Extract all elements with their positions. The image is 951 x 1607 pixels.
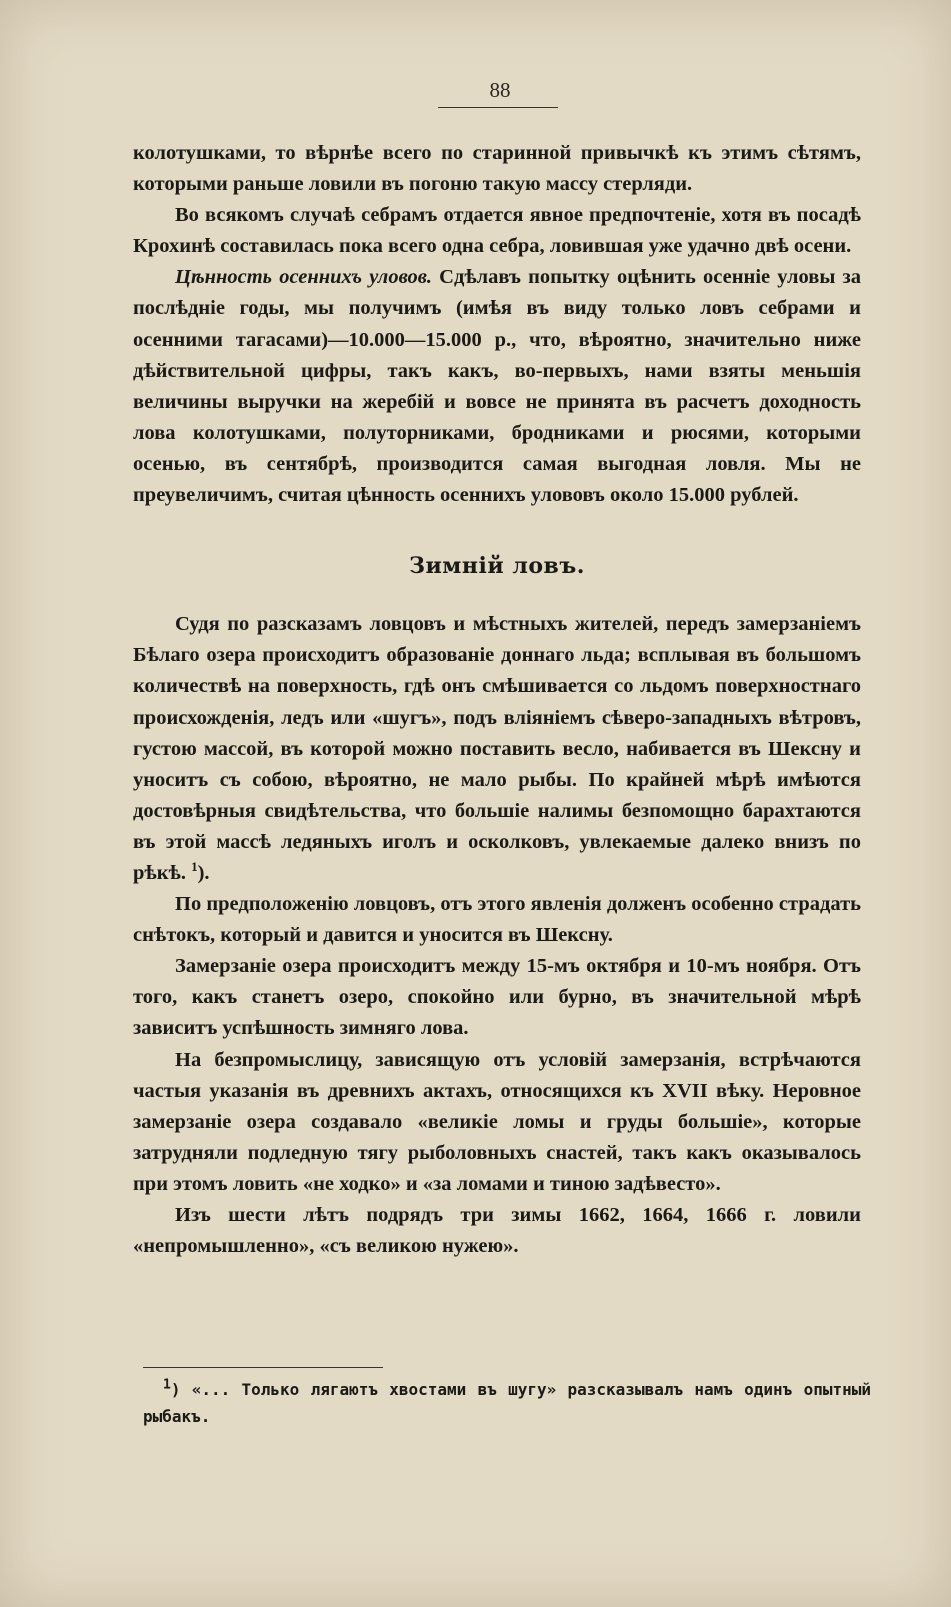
footnote-ref: 1 [191, 859, 198, 875]
footnote [143, 1376, 871, 1430]
paragraph-2: Во всякомъ случаѣ себрамъ отдается явное предпочтеніе, хотя въ посадѣ Крохинѣ составилась пока всего одна себра, ловившая уже удачно двѣ осени. [133, 204, 861, 258]
paragraph-4 [133, 609, 861, 889]
paragraph-3-lead: Цѣнность осеннихъ уловов. [175, 266, 432, 289]
paragraph-1: колотушками, то вѣрнѣе всего по старинной привычкѣ къ этимъ сѣтямъ, которыми раньше ловили въ погоню такую массу стерляди. [133, 142, 861, 196]
paragraph-3-body: Сдѣлавъ попытку оцѣнить осенніе уловы за послѣдніе годы, мы получимъ (имѣя въ виду только ловъ себрами и осенними тагасами)—10.000—15.000 р., что, вѣроятно, значительно ниже дѣйствительной цифры, такъ какъ, во-первыхъ, нами взяты меньшія величины выручки на жеребій и вовсе не принята въ расчетъ доходность лова колотушками, полуторниками, бродниками и рюсями, которыми осенью, въ сентябрѣ, производится самая выгодная ловля. Мы не преувеличимъ, считая цѣнность осеннихъ улововъ около 15.000 рублей. [133, 266, 861, 507]
page-number: 88 [489, 78, 511, 102]
paragraph-7: На безпромыслицу, зависящую отъ условій замерзанія, встрѣчаются частыя указанія въ древнихъ актахъ, относящихся къ XVII вѣку. Неровное замерзаніе озера создавало «великіе ломы и груды большіе», которые затрудняли подледную тягу рыболовныхъ снастей, такъ какъ оказывалось при этомъ ловить «не ходко» и «за ломами и тиною задѣвесто». [133, 1048, 861, 1195]
paragraph-3 [133, 262, 861, 511]
paragraph-4-end: ). [197, 861, 210, 884]
footnote-rule [143, 1367, 383, 1368]
header-rule [438, 107, 558, 108]
footnote-marker: 1 [163, 1377, 171, 1393]
paragraph-6: Замерзаніе озера происходитъ между 15-мъ октября и 10-мъ ноября. Отъ того, какъ станетъ озеро, спокойно или бурно, въ значительной мѣрѣ зависитъ успѣшность зимняго лова. [133, 955, 861, 1040]
paragraph-5: По предположенію ловцовъ, отъ этого явленія долженъ особенно страдать снѣтокъ, который и давится и уносится въ Шексну. [133, 893, 861, 947]
footnote-marker-paren: ) [170, 1380, 181, 1399]
paragraph-4-body: Судя по разсказамъ ловцовъ и мѣстныхъ жителей, передъ замерзаніемъ Бѣлаго озера происходитъ образованіе доннаго льда; всплывая въ большомъ количествѣ на поверхность, гдѣ онъ смѣшивается со льдомъ поверхностнаго происхожденія, ледъ или «шугъ», подъ вліяніемъ сѣверо-западныхъ вѣтровъ, густою массой, въ которой можно поставить весло, набивается въ Шексну и уноситъ съ собою, вѣроятно, не мало рыбы. По крайней мѣрѣ имѣются достовѣрныя свидѣтельства, что большіе налимы безпомощно барахтаются въ этой массѣ ледяныхъ иголъ и осколковъ, увлекаемые далеко внизъ по рѣкѣ. [133, 613, 861, 884]
section-heading: Зимній ловъ. [409, 553, 585, 580]
paragraph-8: Изъ шести лѣтъ подрядъ три зимы 1662, 1664, 1666 г. ловили «непромышленно», «съ великою нужею». [133, 1204, 861, 1258]
footnote-text: «... Только лягаютъ хвостами въ шугу» разсказывалъ намъ одинъ опытный рыбакъ. [143, 1380, 871, 1426]
body-text [133, 138, 861, 1262]
